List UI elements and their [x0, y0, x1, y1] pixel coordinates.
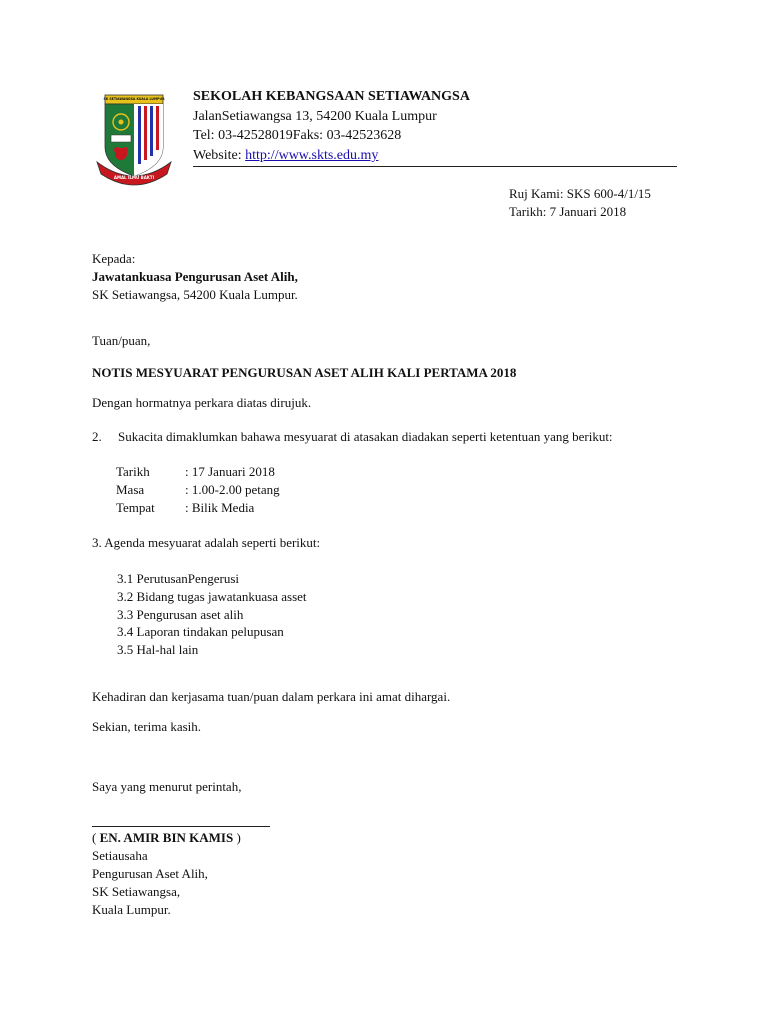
detail-label-venue: Tempat [116, 500, 155, 515]
signature-intro: Saya yang menurut perintah, [92, 779, 242, 794]
detail-value-date: : 17 Januari 2018 [185, 464, 275, 479]
paragraph-1: Dengan hormatnya perkara diatas dirujuk. [92, 395, 312, 410]
agenda-item: 3.3 Pengurusan aset alih [117, 607, 244, 622]
letter-date: Tarikh: 7 Januari 2018 [509, 204, 627, 219]
signatory-name: EN. AMIR BIN KAMIS [99, 830, 234, 845]
detail-value-time: : 1.00-2.00 petang [185, 482, 280, 497]
website-link[interactable]: http://www.skts.edu.my [245, 148, 379, 163]
paragraph-3: 3. Agenda mesyuarat adalah seperti berikut: [92, 535, 321, 550]
detail-label-date: Tarikh [116, 464, 150, 479]
signatory-name-line [92, 829, 241, 847]
school-address: JalanSetiawangsa 13, 54200 Kuala Lumpur [193, 109, 437, 124]
closing-thanks: Sekian, terima kasih. [92, 719, 202, 734]
letterhead-divider [193, 166, 677, 167]
recipient-name: Jawatankuasa Pengurusan Aset Alih, [92, 269, 298, 284]
website-label: Website: [193, 148, 246, 163]
signatory-committee: Pengurusan Aset Alih, [92, 866, 208, 881]
crest-banner-text: SK SETIAWANGSA KUALA LUMPUR [103, 97, 165, 101]
signatory-paren-close: ) [233, 830, 241, 845]
agenda-item: 3.2 Bidang tugas jawatankuasa asset [117, 589, 307, 604]
detail-value-venue: : Bilik Media [185, 500, 255, 515]
reference-number: Ruj Kami: SKS 600-4/1/15 [509, 186, 651, 201]
crest-ribbon-text: AMAL ILMU BAKTI [113, 175, 155, 180]
signatory-title: Setiausaha [92, 848, 148, 863]
agenda-item: 3.1 PerutusanPengerusi [117, 571, 240, 586]
closing-paragraph: Kehadiran dan kerjasama tuan/puan dalam perkara ini amat dihargai. [92, 689, 451, 704]
school-phone-fax: Tel: 03-42528019Faks: 03-42523628 [193, 128, 402, 143]
agenda-item: 3.4 Laporan tindakan pelupusan [117, 624, 284, 639]
letter-subject: NOTIS MESYUARAT PENGURUSAN ASET ALIH KALI PERTAMA 2018 [92, 365, 517, 380]
signature-line [92, 826, 270, 827]
school-website [193, 146, 378, 166]
detail-label-time: Masa [116, 482, 145, 497]
school-crest-logo [93, 92, 175, 188]
paragraph-2-number: 2. [92, 429, 102, 444]
paragraph-2: Sukacita dimaklumkan bahawa mesyuarat di atasakan diadakan seperti ketentuan yang berikut: [118, 429, 613, 444]
signatory-city: Kuala Lumpur. [92, 902, 171, 917]
signatory-paren-open: ( [92, 830, 100, 845]
school-name: SEKOLAH KEBANGSAAN SETIAWANGSA [193, 89, 470, 104]
agenda-item: 3.5 Hal-hal lain [117, 642, 199, 657]
recipient-address: SK Setiawangsa, 54200 Kuala Lumpur. [92, 287, 298, 302]
recipient-label: Kepada: [92, 251, 136, 266]
signatory-school: SK Setiawangsa, [92, 884, 181, 899]
salutation: Tuan/puan, [92, 333, 151, 348]
